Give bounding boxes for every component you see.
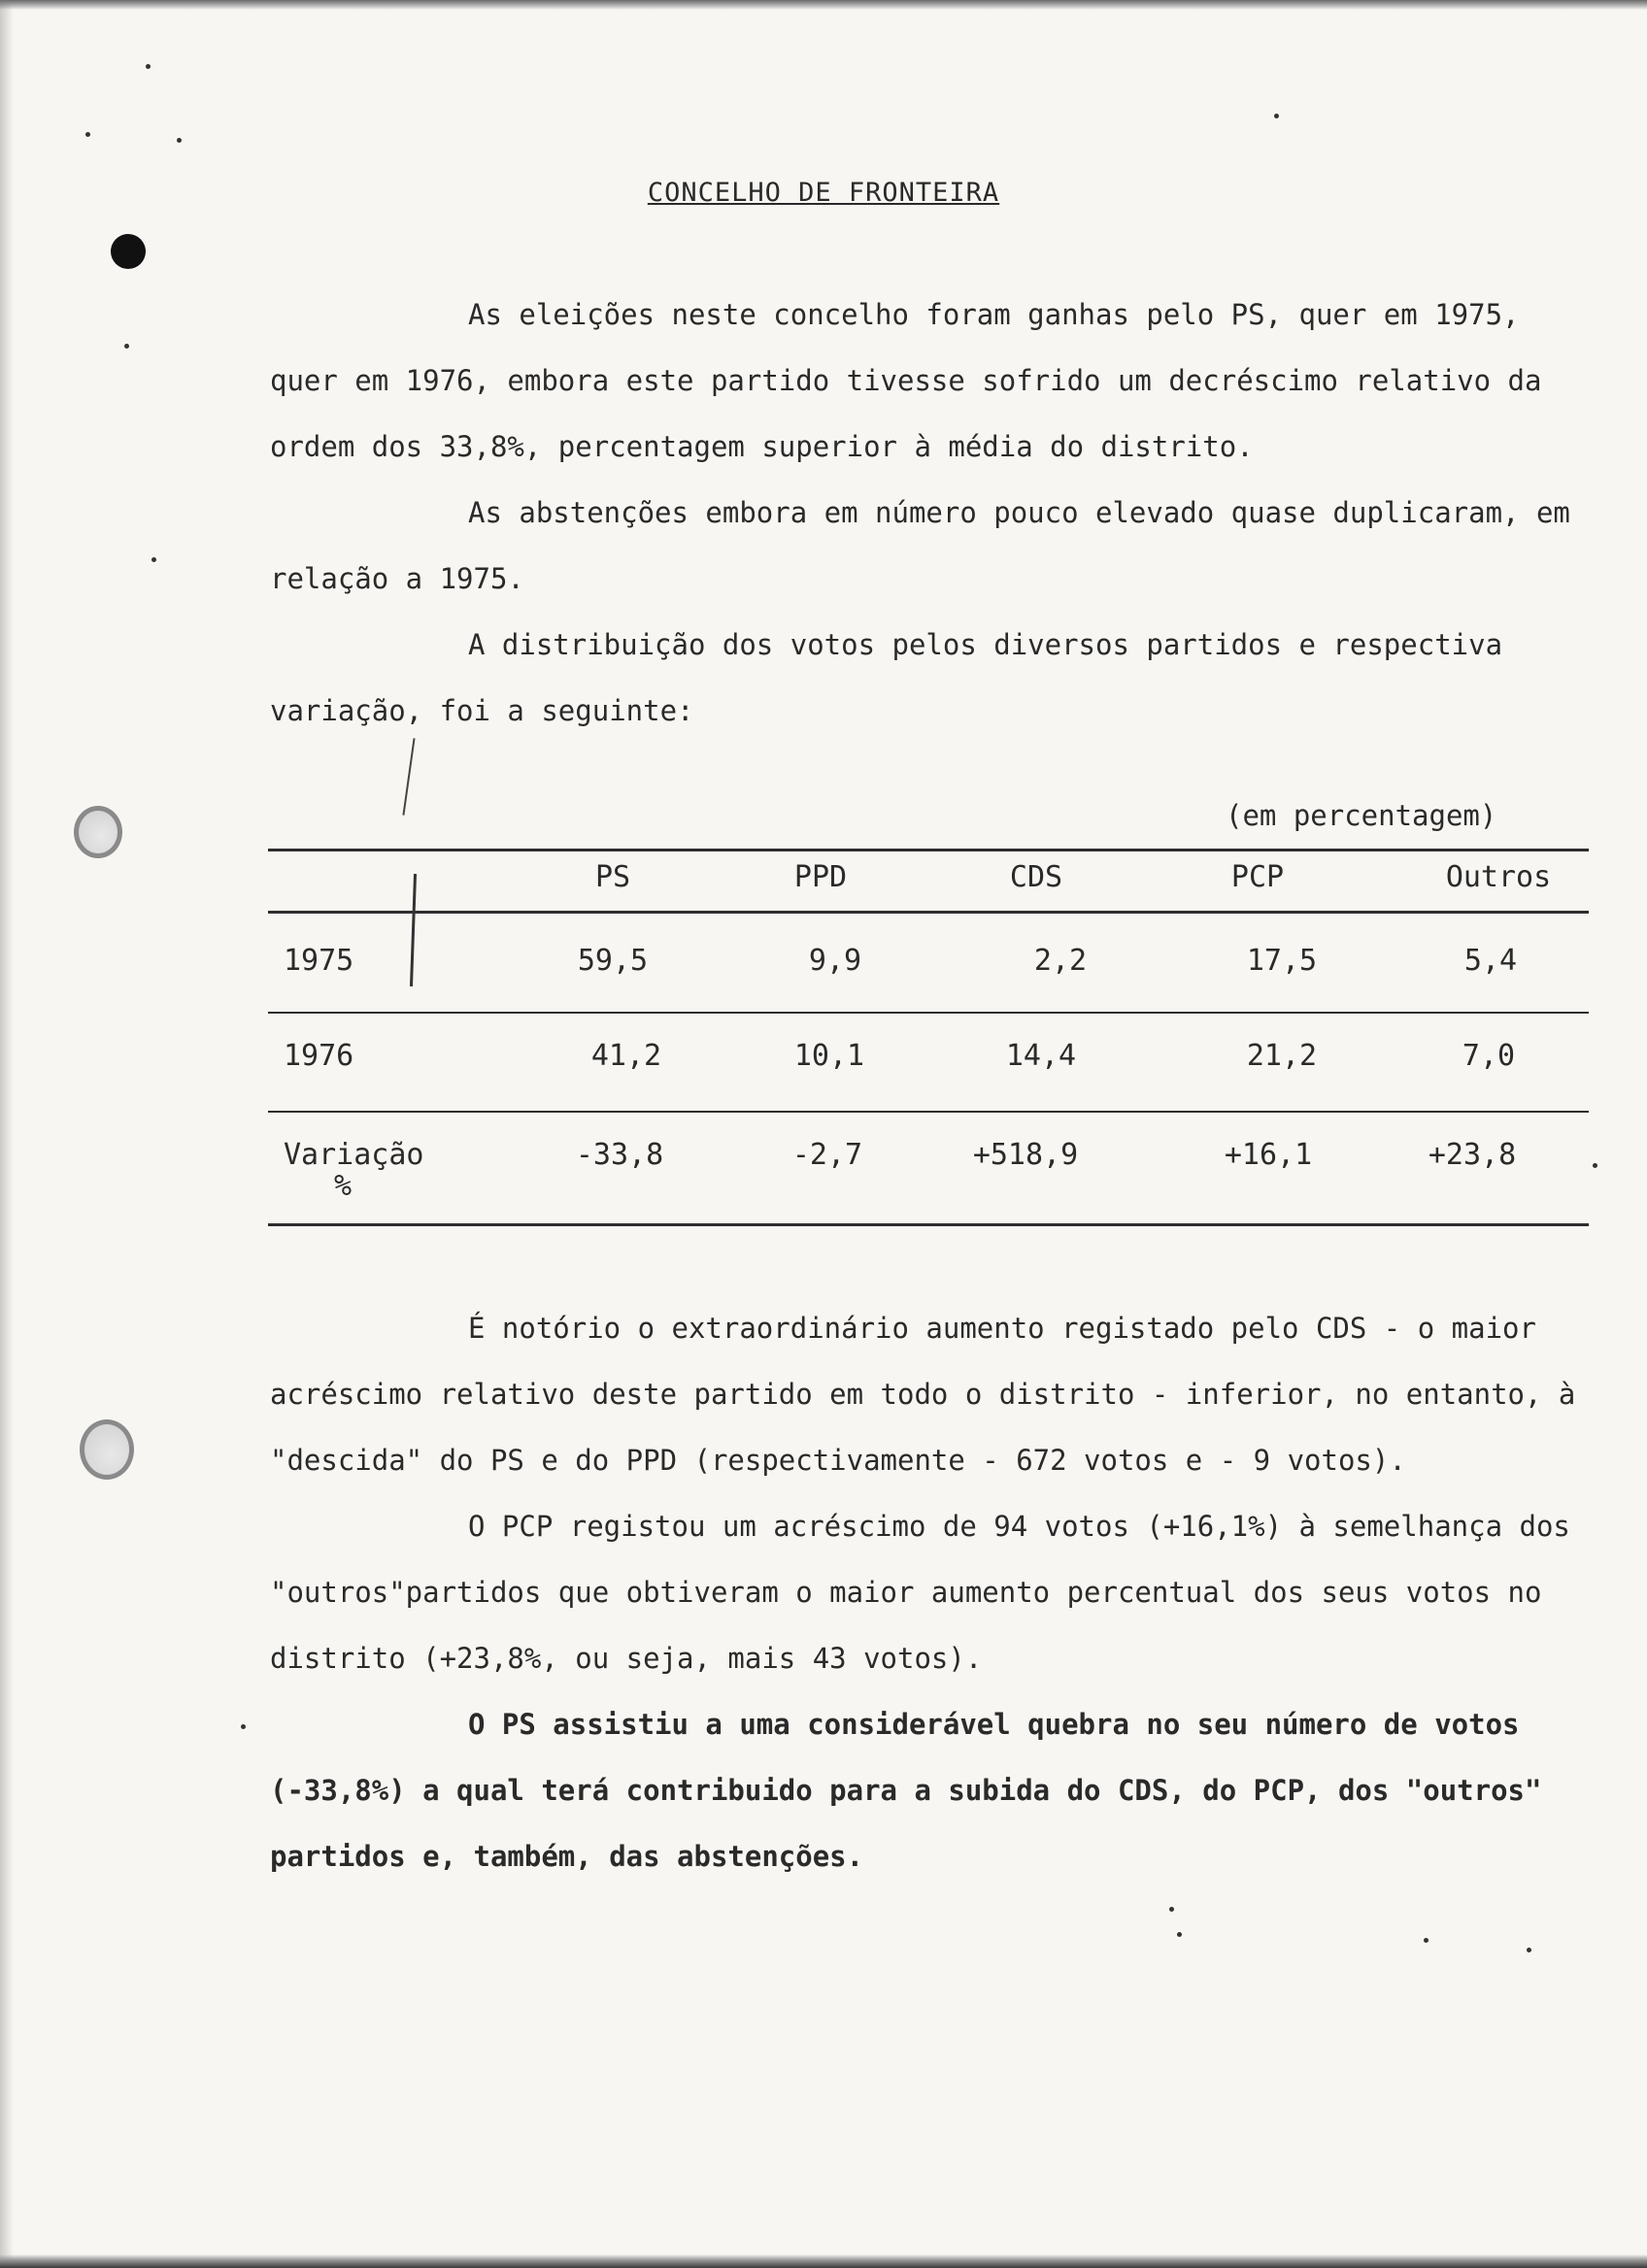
paragraph-cds: É notório o extraordinário aumento registado pelo CDS - o maior acréscimo relativo deste partido em todo o distrito - inferior, no entanto, à "descida" do PS e do PPD (respectivamente - 672 votos e - 9 votos). [270, 1312, 1593, 1477]
scan-speck [1424, 1938, 1429, 1943]
table-cell: 2,2 [1033, 944, 1088, 978]
row-label: 1976 [284, 1039, 354, 1073]
paragraph-intro: As eleições neste concelho foram ganhas pelo PS, quer em 1975, quer em 1976, embora este partido tivesse sofrido um decréscimo relativo da ordem dos 33,8%, percentagem superior à média do distrito. [270, 298, 1559, 463]
row-label: 1975 [284, 944, 354, 978]
paragraph-distribution: A distribuição dos votos pelos diversos partidos e respectiva variação, foi a seguinte: [270, 628, 1520, 727]
column-header: PPD [793, 860, 848, 894]
table-rule [268, 1223, 1589, 1226]
scan-edge-bottom [0, 2254, 1647, 2268]
pen-mark [410, 874, 417, 986]
table-rule [268, 911, 1589, 914]
punch-hole-icon [80, 1419, 134, 1480]
table-rule [268, 1111, 1589, 1113]
scan-speck [1169, 1907, 1174, 1912]
scan-speck [1274, 114, 1279, 118]
column-header: CDS [1009, 860, 1063, 894]
scan-speck [1527, 1948, 1531, 1952]
scan-speck [177, 138, 182, 143]
column-header: Outros [1445, 860, 1552, 894]
paragraph-ps: O PS assistiu a uma considerável quebra no seu número de votos (-33,8%) a qual terá contribuido para a subida do CDS, do PCP, dos "outros" partidos e, também, das abstenções. [270, 1708, 1559, 1873]
document-title: CONCELHO DE FRONTEIRA [647, 178, 1000, 208]
table-cell: -2,7 [791, 1138, 863, 1172]
scan-speck [85, 132, 90, 137]
scan-speck [1593, 1163, 1597, 1168]
table-cell: 21,2 [1246, 1039, 1318, 1073]
table-cell: 17,5 [1246, 944, 1318, 978]
table-cell: 10,1 [793, 1039, 865, 1073]
row-label: Variação [284, 1138, 424, 1172]
scan-speck [241, 1724, 246, 1729]
paragraph-pcp: O PCP registou um acréscimo de 94 votos (+16,1%) à semelhança dos "outros"partidos que obtiveram o maior aumento percentual dos seus votos no distrito (+23,8%, ou seja, mais 43 votos). [270, 1510, 1588, 1675]
table-rule [268, 849, 1589, 851]
scan-speck [146, 64, 151, 69]
row-label-suffix: % [334, 1169, 353, 1203]
table-cell: 7,0 [1462, 1039, 1516, 1073]
scan-edge-top [0, 0, 1647, 10]
scan-speck [151, 557, 156, 562]
paragraph-abstentions: As abstenções embora em número pouco elevado quase duplicaram, em relação a 1975. [270, 496, 1588, 595]
table-cell: 59,5 [577, 944, 649, 978]
scan-speck [124, 344, 129, 349]
punch-hole-icon [74, 806, 122, 858]
pen-mark [402, 738, 415, 815]
punch-hole-icon [111, 234, 146, 269]
table-cell: 5,4 [1463, 944, 1518, 978]
table-cell: 41,2 [590, 1039, 662, 1073]
table-cell: 9,9 [808, 944, 862, 978]
table-rule [268, 1012, 1589, 1014]
column-header: PS [594, 860, 631, 894]
table-cell: +16,1 [1224, 1138, 1313, 1172]
column-header: PCP [1230, 860, 1285, 894]
scan-edge-left [0, 0, 14, 2268]
table-unit-note: (em percentagem) [1226, 799, 1497, 832]
table-cell: +23,8 [1428, 1138, 1517, 1172]
scan-speck [1177, 1932, 1182, 1937]
table-cell: -33,8 [575, 1138, 664, 1172]
table-cell: 14,4 [1005, 1039, 1077, 1073]
table-cell: +518,9 [972, 1138, 1079, 1172]
